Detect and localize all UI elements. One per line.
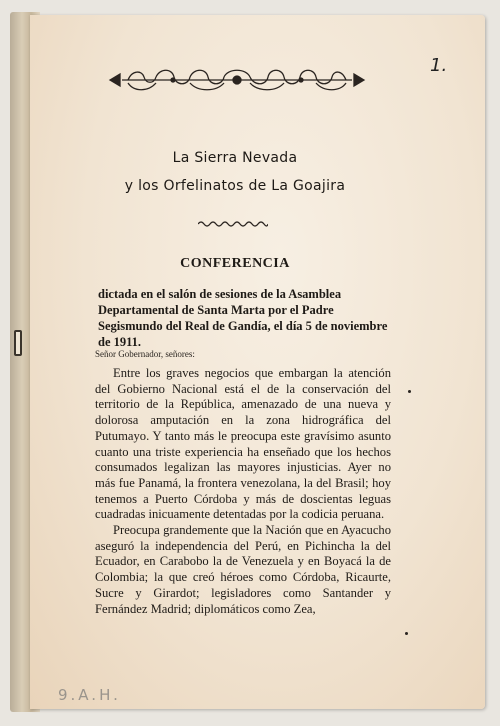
- spine-clip: [14, 330, 22, 356]
- paragraph: Entre los graves negocios que embargan la atención del Gobierno Nacional está el de la conservación del territorio de la República, amenazado de una nueva y dolorosa amputación en la zona hidrográfica del Putumayo. Y tanto más le preocupa este gravísimo asunto cuanto una triste experiencia ha enseñado que los hechos consumados legalizan las mayores injusticias. Ayer no más fue Panamá, la frontera venezolana, la del Brasil; hoy tenemos a Puerto Córdoba y más de doscientas leguas cuadradas inicuamente detentadas por la codicia peruana.: [95, 366, 391, 522]
- section-heading: CONFERENCIA: [180, 256, 290, 271]
- title-line-2: y los Orfelinatos de La Goajira: [124, 178, 346, 194]
- salutation: Señor Gobernador, señores:: [95, 349, 195, 359]
- title-line-1: La Sierra Nevada: [172, 150, 298, 166]
- conference-subtitle: dictada en el salón de sesiones de la Asamblea Departamental de Santa Marta por el Padre Segismundo del Real de Gandía, el día 5 de noviembre de 1911.: [98, 287, 388, 349]
- paragraph: Preocupa grandemente que la Nación que en Ayacucho aseguró la independencia del Perú, en Pichincha la del Ecuador, en Carabobo la de Venezuela y en Boyacá la de Colombia; la que creó héroes como Córdoba, Ricaurte, Sucre y Girardot; legisladores como Santander y Fernández Madrid; diplomáticos como Zea,: [95, 523, 391, 616]
- wavy-divider-icon: [198, 220, 268, 228]
- body-text: [95, 366, 391, 617]
- ink-spot: [405, 632, 408, 635]
- page-number: 1.: [430, 55, 448, 76]
- ornament-header-icon: [108, 65, 366, 95]
- ink-spot: [408, 390, 411, 393]
- handwritten-note: 9.A.H.: [58, 686, 121, 704]
